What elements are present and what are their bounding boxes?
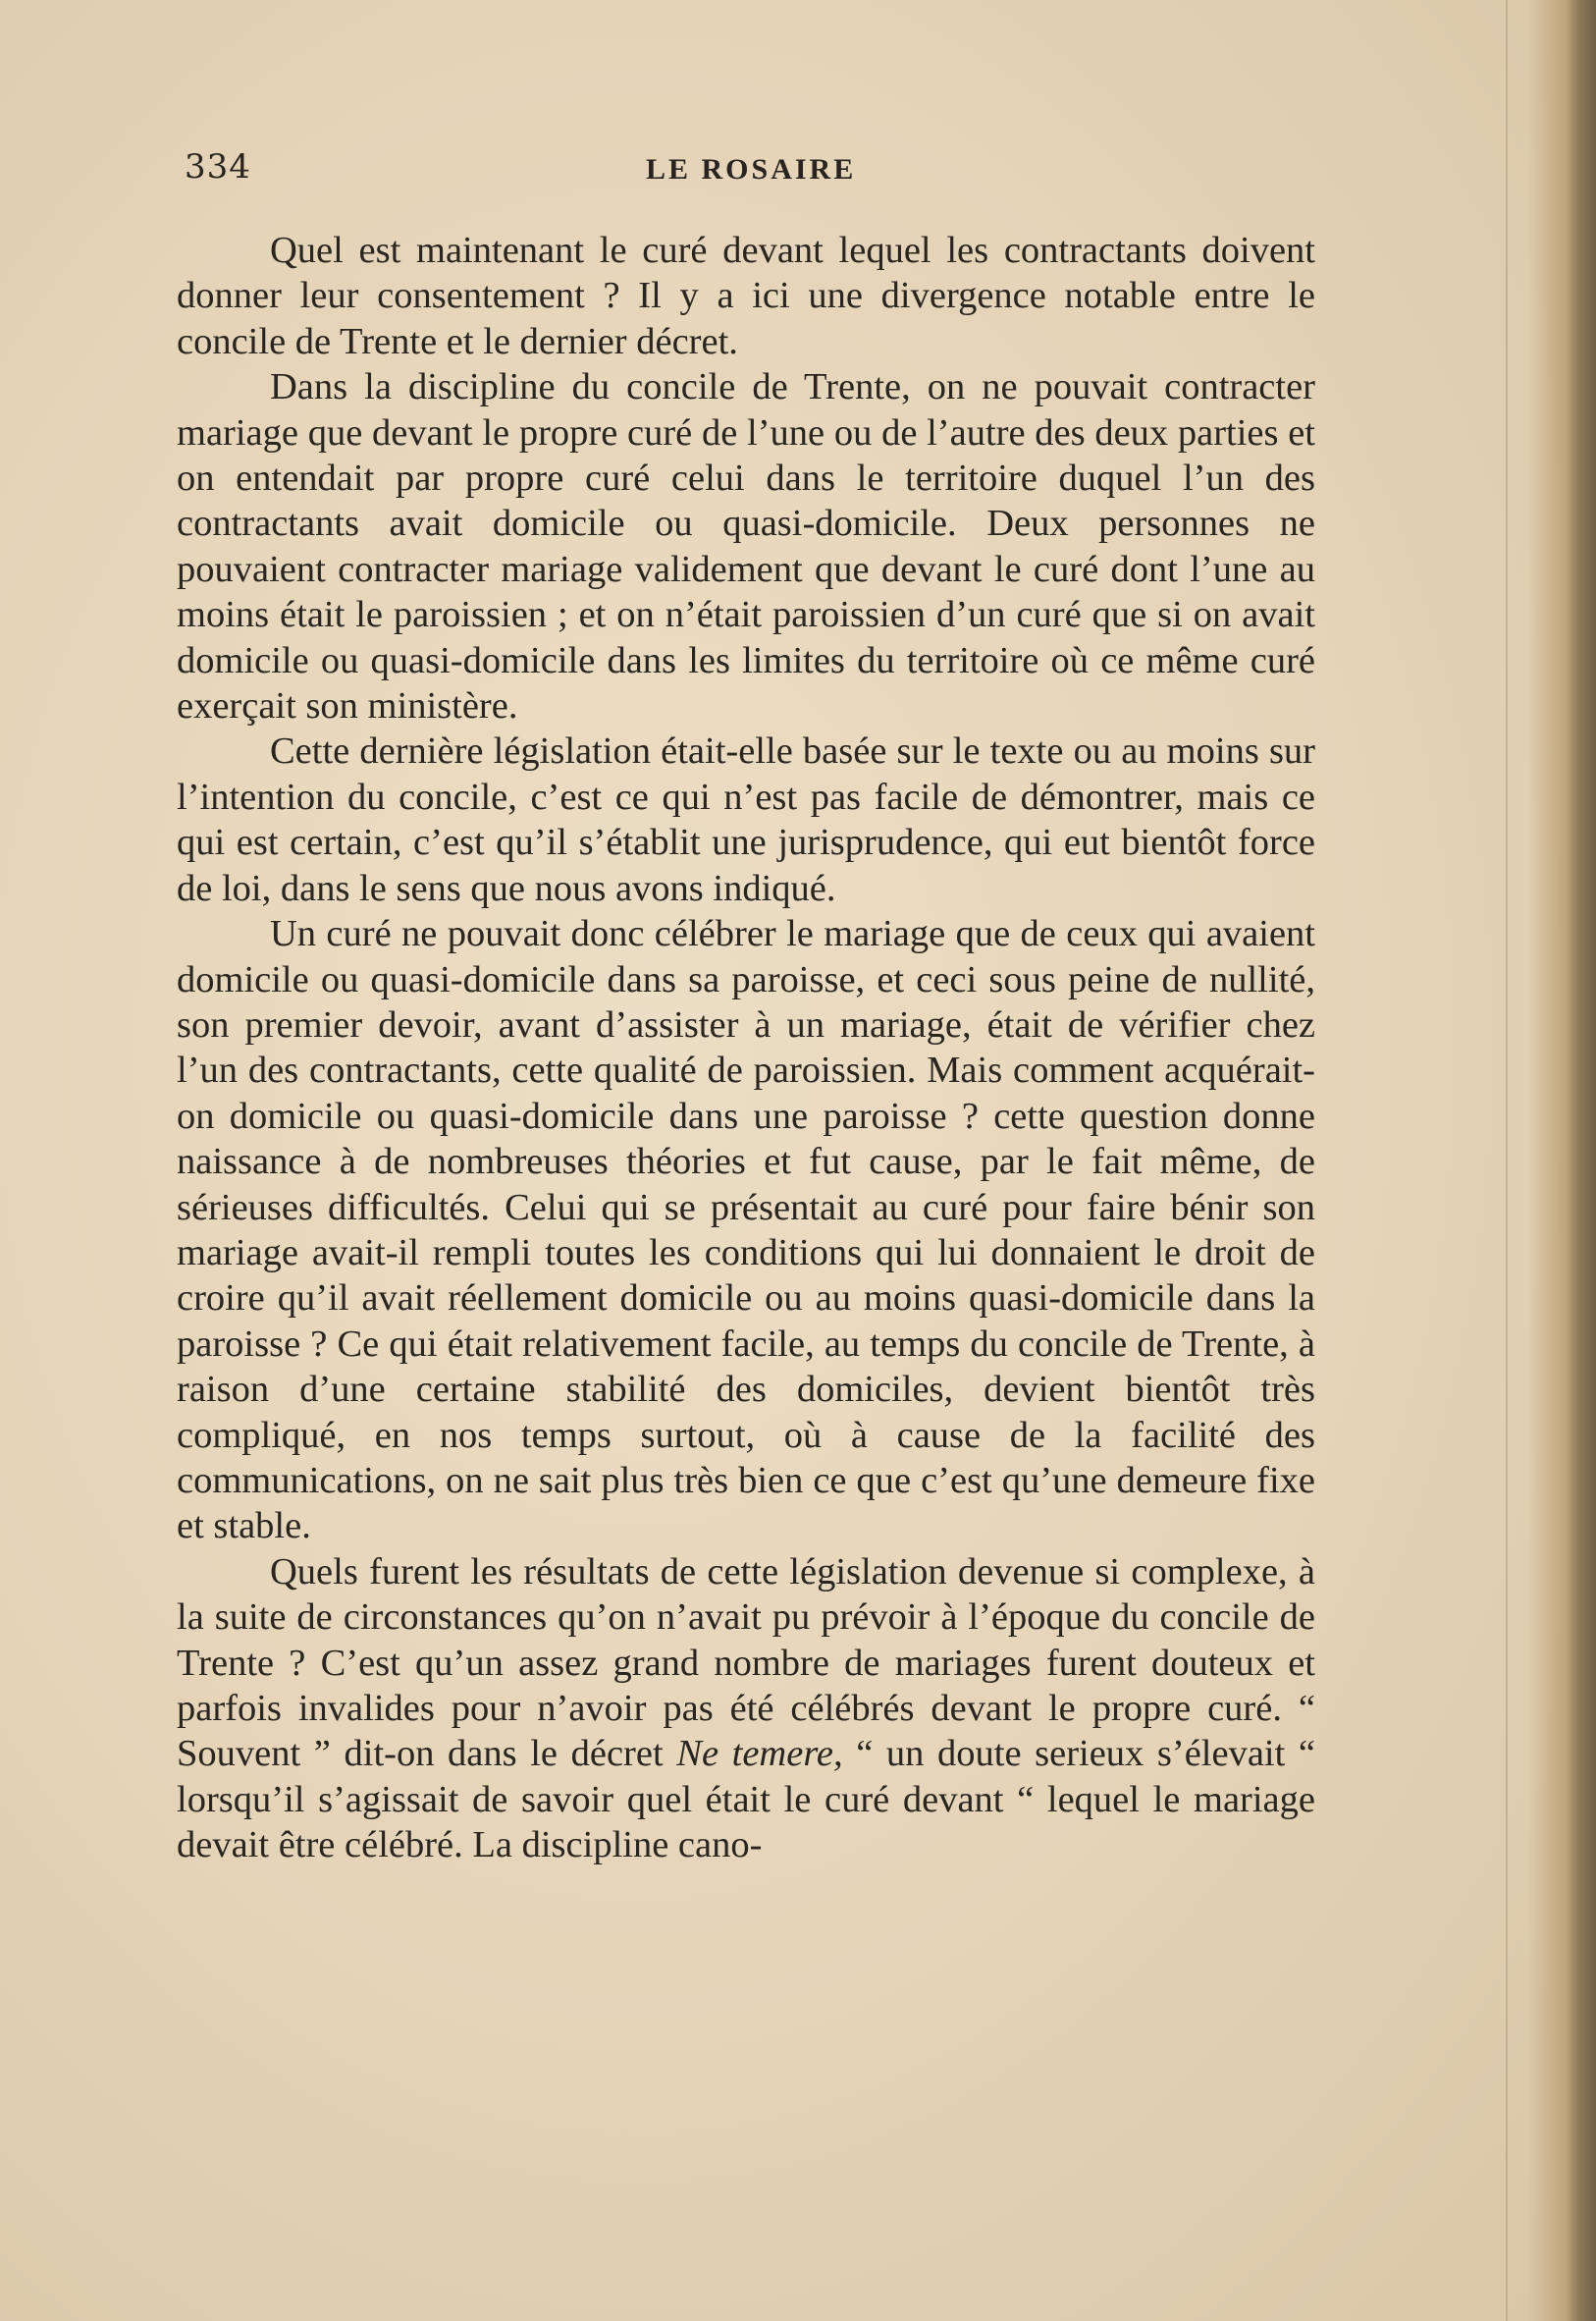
page-header: [185, 147, 1313, 196]
paragraph-text: Quels furent les résultats de cette législation devenue si complexe, à la suite de circonstances qu’on n’avait pu prévoir à l’époque du concile de Trente ? C’est qu’un assez grand nombre de mariages furent douteux et parfois invalides pour n’avoir pas été célébrés devant le propre curé. “ Souvent ” dit-on dans le décret: [177, 1550, 1315, 1775]
paragraph: Cette dernière législation était-elle basée sur le texte ou au moins sur l’intention du concile, c’est ce qui n’est pas facile de démontrer, mais ce qui est certain, c’est qu’il s’établit une jurisprudence, qui eut bientôt force de loi, dans le sens que nous avons indiqué.: [177, 730, 1315, 909]
body-text: [177, 228, 1315, 1868]
running-title: LE ROSAIRE: [646, 153, 857, 186]
paragraph-text: “ un doute serieux s’élevait “ lorsqu’il s’agissait de savoir quel était le curé devant “ lequel le mariage devait être célébré. La discipline cano-: [177, 1733, 1316, 1866]
page-number: 334: [185, 147, 251, 187]
paragraph-last: [177, 1549, 1315, 1868]
page-fold-line: [1506, 0, 1508, 2321]
paragraph: Quel est maintenant le curé devant lequel les contractants doivent donner leur consentement ? Il y a ici une divergence notable entre le concile de Trente et le dernier décret.: [177, 230, 1315, 362]
decree-title: Ne temere,: [676, 1733, 843, 1775]
paragraph: Un curé ne pouvait donc célébrer le mariage que de ceux qui avaient domicile ou quasi-domicile dans sa paroisse, et ceci sous peine de nullité, son premier devoir, avant d’assister à un mariage, était de vérifier chez l’un des contractants, cette qualité de paroissien. Mais comment acquérait-on domicile ou quasi-domicile dans une paroisse ? cette question donne naissance à de nombreuses théories et fut cause, par le fait même, de sérieuses difficultés. Celui qui se présentait au curé pour faire bénir son mariage avait-il rempli toutes les conditions qui lui donnaient le droit de croire qu’il avait réellement domicile ou au moins quasi-domicile dans la paroisse ? Ce qui était relativement facile, au temps du concile de Trente, à raison d’une certaine stabilité des domiciles, devient bientôt très compliqué, en nos temps surtout, où à cause de la facilité des communications, on ne sait plus très bien ce que c’est qu’une demeure fixe et stable.: [177, 913, 1315, 1547]
page-edge-shadow: [1527, 0, 1596, 2321]
paragraph: Dans la discipline du concile de Trente, on ne pouvait contracter mariage que devant le propre curé de l’une ou de l’autre des deux parties et on entendait par propre curé celui dans le territoire duquel l’un des contractants avait domicile ou quasi-domicile. Deux personnes ne pouvaient contracter mariage validement que devant le curé dont l’une au moins était le paroissien ; et on n’était paroissien d’un curé que si on avait domicile ou quasi-domicile dans les limites du territoire où ce même curé exerçait son ministère.: [177, 366, 1315, 728]
